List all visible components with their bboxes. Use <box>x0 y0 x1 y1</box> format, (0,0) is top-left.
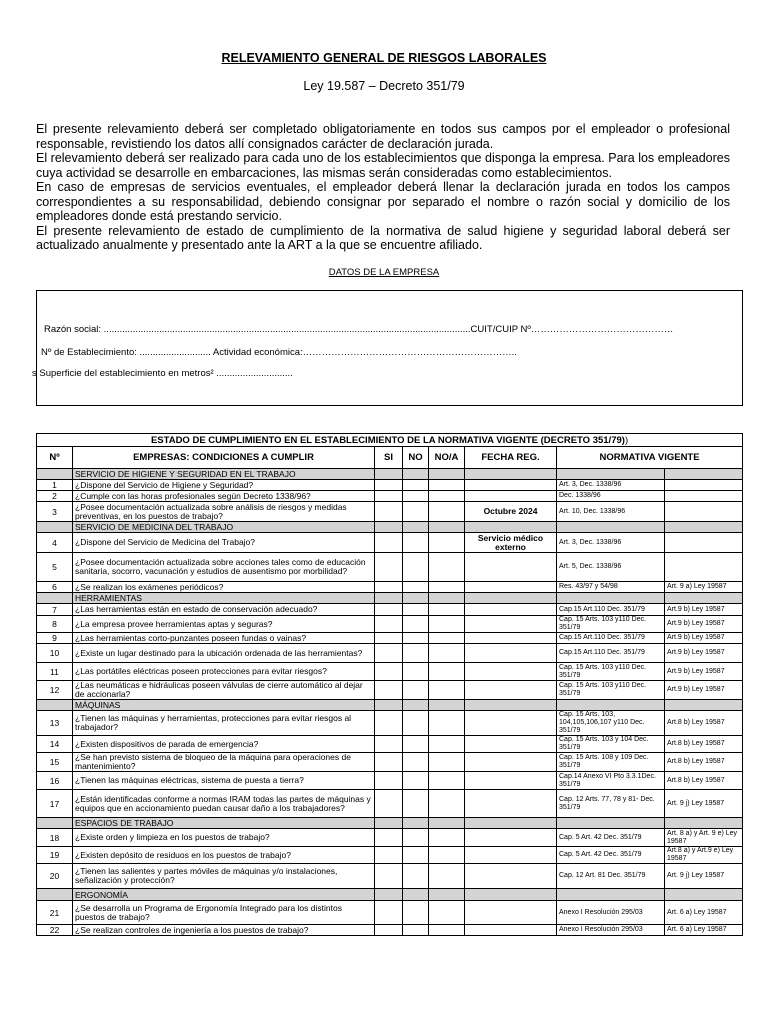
section-row <box>37 593 743 604</box>
noa-cell[interactable] <box>429 736 465 753</box>
normativa-ley: Art. 8 a) y Art. 9 e) Ley 19587 <box>665 829 743 847</box>
normativa-decreto: Cap.15 Art.110 Dec. 351/79 <box>557 633 665 644</box>
table-row <box>37 681 743 700</box>
fecha-cell[interactable] <box>465 711 557 736</box>
fecha-cell[interactable] <box>465 480 557 491</box>
noa-cell[interactable] <box>429 491 465 502</box>
normativa-ley: Art. 9 j) Ley 19587 <box>665 790 743 818</box>
section-cell <box>429 469 465 480</box>
no-cell[interactable] <box>403 604 429 616</box>
si-cell[interactable] <box>375 753 403 772</box>
no-cell[interactable] <box>403 533 429 553</box>
normativa-ley <box>665 533 743 553</box>
no-cell[interactable] <box>403 925 429 936</box>
fecha-cell[interactable] <box>465 553 557 582</box>
normativa-decreto: Cap.15 Art.110 Dec. 351/79 <box>557 644 665 663</box>
section-cell <box>557 889 665 901</box>
row-question: ¿Cumple con las horas profesionales según Decreto 1338/96? <box>73 491 375 502</box>
normativa-decreto: Cap. 12 Arts. 77, 78 y 81- Dec. 351/79 <box>557 790 665 818</box>
row-number: 5 <box>37 553 73 582</box>
normativa-decreto: Res. 43/97 y 54/98 <box>557 582 665 593</box>
row-number: 17 <box>37 790 73 818</box>
fecha-cell[interactable] <box>465 925 557 936</box>
noa-cell[interactable] <box>429 644 465 663</box>
fecha-cell[interactable] <box>465 616 557 633</box>
table-row <box>37 663 743 681</box>
fecha-cell[interactable] <box>465 644 557 663</box>
section-cell <box>429 700 465 711</box>
table-body <box>37 469 743 936</box>
section-cell <box>37 469 73 480</box>
section-cell <box>429 889 465 901</box>
section-row <box>37 700 743 711</box>
fecha-cell[interactable] <box>465 604 557 616</box>
table-row <box>37 616 743 633</box>
normativa-ley: Art.8 a) y Art.9 e) Ley 19587 <box>665 847 743 864</box>
section-cell <box>403 469 429 480</box>
intro-text <box>36 122 730 253</box>
section-row <box>37 469 743 480</box>
normativa-ley: Art. 9 a) Ley 19587 <box>665 582 743 593</box>
fecha-cell[interactable] <box>465 901 557 925</box>
noa-cell[interactable] <box>429 772 465 790</box>
normativa-ley: Art.8 b) Ley 19587 <box>665 711 743 736</box>
section-cell <box>557 593 665 604</box>
section-cell <box>375 818 403 829</box>
row-question: ¿Existen depósito de residuos en los puestos de trabajo? <box>73 847 375 864</box>
header-no: NO <box>403 447 429 469</box>
section-cell <box>375 593 403 604</box>
table-row <box>37 633 743 644</box>
table-title: ESTADO DE CUMPLIMIENTO EN EL ESTABLECIMIENTO DE LA NORMATIVA VIGENTE (DECRETO 351/79)) <box>37 434 743 447</box>
normativa-ley: Art.8 b) Ley 19587 <box>665 753 743 772</box>
si-cell[interactable] <box>375 663 403 681</box>
section-cell <box>665 818 743 829</box>
noa-cell[interactable] <box>429 582 465 593</box>
section-cell <box>465 818 557 829</box>
row-question: ¿Están identificadas conforme a normas IRAM todas las partes de máquinas y equipos que en accionamiento puedan causar daño a los trabajadores? <box>73 790 375 818</box>
normativa-decreto: Art. 3, Dec. 1338/96 <box>557 480 665 491</box>
row-number: 10 <box>37 644 73 663</box>
normativa-decreto: Cap. 12 Art. 81 Dec. 351/79 <box>557 864 665 889</box>
noa-cell[interactable] <box>429 502 465 522</box>
si-cell[interactable] <box>375 644 403 663</box>
no-cell[interactable] <box>403 772 429 790</box>
si-cell[interactable] <box>375 604 403 616</box>
normativa-decreto: Anexo I Resolución 295/03 <box>557 925 665 936</box>
no-cell[interactable] <box>403 553 429 582</box>
fecha-cell[interactable] <box>465 736 557 753</box>
no-cell[interactable] <box>403 753 429 772</box>
section-label: MÁQUINAS <box>73 700 375 711</box>
fecha-cell[interactable] <box>465 753 557 772</box>
section-label: SERVICIO DE MEDICINA DEL TRABAJO <box>73 522 375 533</box>
row-question: ¿Existe un lugar destinado para la ubicación ordenada de las herramientas? <box>73 644 375 663</box>
section-cell <box>557 469 665 480</box>
superficie-field[interactable]: s Superficie del establecimiento en metros² ............................. <box>32 368 293 379</box>
si-cell[interactable] <box>375 736 403 753</box>
section-cell <box>37 889 73 901</box>
noa-cell[interactable] <box>429 901 465 925</box>
table-row <box>37 604 743 616</box>
normativa-ley: Art.9 b) Ley 19587 <box>665 633 743 644</box>
row-question: ¿Dispone del Servicio de Medicina del Trabajo? <box>73 533 375 553</box>
document-subtitle: Ley 19.587 – Decreto 351/79 <box>303 79 465 93</box>
table-row <box>37 829 743 847</box>
normativa-decreto: Cap. 5 Art. 42 Dec. 351/79 <box>557 847 665 864</box>
header-condiciones: EMPRESAS: CONDICIONES A CUMPLIR <box>73 447 375 469</box>
row-question: ¿Posee documentación actualizada sobre análisis de riesgos y medidas preventivas, en los puestos de trabajo? <box>73 502 375 522</box>
no-cell[interactable] <box>403 502 429 522</box>
noa-cell[interactable] <box>429 663 465 681</box>
row-question: ¿Las portátiles eléctricas poseen protecciones para evitar riesgos? <box>73 663 375 681</box>
intro-paragraph: En caso de empresas de servicios eventuales, el empleador deberá llenar la declaración jurada en todos los campos correspondientes a su responsabilidad, debiendo consignar por separado el nombre o razón social y domicilio de los empleadores donde está prestando servicio. <box>36 180 730 223</box>
row-question: ¿Dispone del Servicio de Higiene y Seguridad? <box>73 480 375 491</box>
row-question: ¿Se realizan los exámenes periódicos? <box>73 582 375 593</box>
table-row <box>37 736 743 753</box>
row-number: 18 <box>37 829 73 847</box>
section-cell <box>465 593 557 604</box>
fecha-cell[interactable] <box>465 582 557 593</box>
table-row <box>37 480 743 491</box>
row-number: 21 <box>37 901 73 925</box>
no-cell[interactable] <box>403 711 429 736</box>
section-cell <box>429 593 465 604</box>
normativa-decreto: Art. 3, Dec. 1338/96 <box>557 533 665 553</box>
intro-paragraph: El relevamiento deberá ser realizado para cada uno de los establecimientos que disponga la empresa. Para los empleadores cuya actividad se desarrolle en embarcaciones, las mismas serán consideradas como establecimientos. <box>36 151 730 180</box>
section-cell <box>37 700 73 711</box>
row-number: 11 <box>37 663 73 681</box>
section-cell <box>557 818 665 829</box>
fecha-cell[interactable] <box>465 681 557 700</box>
table-row <box>37 901 743 925</box>
normativa-decreto: Cap.15 Art.110 Dec. 351/79 <box>557 604 665 616</box>
no-cell[interactable] <box>403 633 429 644</box>
no-cell[interactable] <box>403 790 429 818</box>
row-number: 13 <box>37 711 73 736</box>
row-question: ¿Las herramientas corto-punzantes poseen fundas o vainas? <box>73 633 375 644</box>
section-cell <box>665 700 743 711</box>
row-number: 4 <box>37 533 73 553</box>
section-cell <box>375 700 403 711</box>
section-row <box>37 522 743 533</box>
noa-cell[interactable] <box>429 925 465 936</box>
normativa-decreto: Dec. 1338/96 <box>557 491 665 502</box>
noa-cell[interactable] <box>429 480 465 491</box>
si-cell[interactable] <box>375 681 403 700</box>
si-cell[interactable] <box>375 502 403 522</box>
section-row <box>37 889 743 901</box>
table-row <box>37 925 743 936</box>
row-question: ¿Las neumáticas e hidráulicas poseen válvulas de cierre automático al dejar de accionarla? <box>73 681 375 700</box>
row-question: ¿Las herramientas están en estado de conservación adecuado? <box>73 604 375 616</box>
table-row <box>37 582 743 593</box>
noa-cell[interactable] <box>429 616 465 633</box>
section-cell <box>37 593 73 604</box>
row-question: ¿Posee documentación actualizada sobre acciones tales como de educación sanitaria, socorro, vacunación y estudios de ausentismo por morbilidad? <box>73 553 375 582</box>
no-cell[interactable] <box>403 864 429 889</box>
section-label: SERVICIO DE HIGIENE Y SEGURIDAD EN EL TRABAJO <box>73 469 375 480</box>
noa-cell[interactable] <box>429 790 465 818</box>
section-row <box>37 818 743 829</box>
section-cell <box>375 889 403 901</box>
section-cell <box>665 889 743 901</box>
row-question: ¿Existen dispositivos de parada de emergencia? <box>73 736 375 753</box>
row-number: 16 <box>37 772 73 790</box>
normativa-decreto: Art. 10, Dec. 1338/96 <box>557 502 665 522</box>
noa-cell[interactable] <box>429 864 465 889</box>
row-number: 7 <box>37 604 73 616</box>
no-cell[interactable] <box>403 829 429 847</box>
section-cell <box>375 522 403 533</box>
header-fecha: FECHA REG. <box>465 447 557 469</box>
normativa-decreto: Cap. 15 Arts. 108 y 109 Dec. 351/79 <box>557 753 665 772</box>
normativa-ley <box>665 491 743 502</box>
fecha-cell[interactable] <box>465 663 557 681</box>
normativa-ley: Art. 6 a) Ley 19587 <box>665 925 743 936</box>
row-number: 22 <box>37 925 73 936</box>
normativa-ley: Art. 9 j) Ley 19587 <box>665 864 743 889</box>
table-row <box>37 711 743 736</box>
section-cell <box>465 522 557 533</box>
section-cell <box>37 818 73 829</box>
section-label: ESPACIOS DE TRABAJO <box>73 818 375 829</box>
normativa-ley: Art. 6 a) Ley 19587 <box>665 901 743 925</box>
document-title: RELEVAMIENTO GENERAL DE RIESGOS LABORALES <box>221 51 547 65</box>
no-cell[interactable] <box>403 847 429 864</box>
table-row <box>37 533 743 553</box>
normativa-decreto: Cap. 5 Art. 42 Dec. 351/79 <box>557 829 665 847</box>
table-row <box>37 553 743 582</box>
row-question: ¿Se desarrolla un Programa de Ergonomía Integrado para los distintos puestos de trabajo? <box>73 901 375 925</box>
si-cell[interactable] <box>375 553 403 582</box>
normativa-decreto: Art. 5, Dec. 1338/96 <box>557 553 665 582</box>
row-number: 15 <box>37 753 73 772</box>
no-cell[interactable] <box>403 644 429 663</box>
table-row <box>37 644 743 663</box>
section-cell <box>403 593 429 604</box>
no-cell[interactable] <box>403 480 429 491</box>
normativa-ley: Art.9 b) Ley 19587 <box>665 681 743 700</box>
normativa-decreto: Cap.14 Anexo VI Pto 3.3.1Dec. 351/79 <box>557 772 665 790</box>
si-cell[interactable] <box>375 901 403 925</box>
fecha-cell[interactable] <box>465 864 557 889</box>
si-cell[interactable] <box>375 582 403 593</box>
normativa-ley: Art.9 b) Ley 19587 <box>665 644 743 663</box>
fecha-cell[interactable] <box>465 772 557 790</box>
establecimiento-field[interactable]: Nº de Establecimiento: ........................... Actividad económica:………………………………………………………….. <box>41 347 517 358</box>
row-question: ¿Tienen las máquinas y herramientas, protecciones para evitar riesgos al trabajador? <box>73 711 375 736</box>
section-cell <box>665 469 743 480</box>
header-normativa: NORMATIVA VIGENTE <box>557 447 743 469</box>
section-cell <box>403 700 429 711</box>
row-number: 8 <box>37 616 73 633</box>
si-cell[interactable] <box>375 772 403 790</box>
header-noa: NO/A <box>429 447 465 469</box>
section-cell <box>429 818 465 829</box>
compliance-table <box>36 433 743 936</box>
section-cell <box>403 889 429 901</box>
normativa-decreto: Cap. 15 Arts. 103 y110 Dec. 351/79 <box>557 616 665 633</box>
no-cell[interactable] <box>403 582 429 593</box>
si-cell[interactable] <box>375 616 403 633</box>
row-number: 1 <box>37 480 73 491</box>
fecha-cell[interactable] <box>465 847 557 864</box>
section-cell <box>557 522 665 533</box>
normativa-ley <box>665 502 743 522</box>
row-question: ¿Se han previsto sistema de bloqueo de la máquina para operaciones de mantenimiento? <box>73 753 375 772</box>
row-number: 14 <box>37 736 73 753</box>
normativa-ley: Art.9 b) Ley 19587 <box>665 616 743 633</box>
no-cell[interactable] <box>403 616 429 633</box>
noa-cell[interactable] <box>429 604 465 616</box>
normativa-ley <box>665 480 743 491</box>
razon-social-field[interactable]: Razón social: ...........................................................................................................................................CUIT/CUIP Nº……………………………………… <box>44 324 674 335</box>
section-cell <box>465 469 557 480</box>
noa-cell[interactable] <box>429 829 465 847</box>
si-cell[interactable] <box>375 864 403 889</box>
section-cell <box>403 522 429 533</box>
fecha-cell[interactable] <box>465 829 557 847</box>
table-row <box>37 753 743 772</box>
si-cell[interactable] <box>375 847 403 864</box>
table-row <box>37 772 743 790</box>
section-cell <box>37 522 73 533</box>
section-label: ERGONOMÍA <box>73 889 375 901</box>
table-row <box>37 864 743 889</box>
no-cell[interactable] <box>403 901 429 925</box>
si-cell[interactable] <box>375 480 403 491</box>
normativa-decreto: Anexo I Resolución 295/03 <box>557 901 665 925</box>
noa-cell[interactable] <box>429 633 465 644</box>
normativa-decreto: Cap. 15 Arts. 103 y110 Dec. 351/79 <box>557 681 665 700</box>
section-cell <box>465 889 557 901</box>
fecha-cell[interactable] <box>465 633 557 644</box>
si-cell[interactable] <box>375 925 403 936</box>
noa-cell[interactable] <box>429 711 465 736</box>
table-row <box>37 502 743 522</box>
normativa-decreto: Cap. 15 Arts. 103 y110 Dec. 351/79 <box>557 663 665 681</box>
table-row <box>37 790 743 818</box>
row-number: 6 <box>37 582 73 593</box>
si-cell[interactable] <box>375 829 403 847</box>
intro-paragraph: El presente relevamiento de estado de cumplimiento de la normativa de salud higiene y seguridad laboral deberá ser actualizado anualmente y presentado ante la ART a la que se encuentre afiliado. <box>36 223 730 252</box>
header-si: SI <box>375 447 403 469</box>
row-number: 20 <box>37 864 73 889</box>
si-cell[interactable] <box>375 491 403 502</box>
section-cell <box>403 818 429 829</box>
noa-cell[interactable] <box>429 553 465 582</box>
section-cell <box>665 522 743 533</box>
si-cell[interactable] <box>375 711 403 736</box>
normativa-ley: Art.8 b) Ley 19587 <box>665 736 743 753</box>
table-row <box>37 847 743 864</box>
section-cell <box>665 593 743 604</box>
normativa-ley: Art.9 b) Ley 19587 <box>665 663 743 681</box>
section-cell <box>557 700 665 711</box>
company-data-box <box>32 290 743 406</box>
section-cell <box>375 469 403 480</box>
row-number: 9 <box>37 633 73 644</box>
header-num: Nº <box>37 447 73 469</box>
row-number: 19 <box>37 847 73 864</box>
noa-cell[interactable] <box>429 681 465 700</box>
noa-cell[interactable] <box>429 753 465 772</box>
row-number: 12 <box>37 681 73 700</box>
section-cell <box>429 522 465 533</box>
no-cell[interactable] <box>403 663 429 681</box>
table-row <box>37 491 743 502</box>
fecha-cell[interactable] <box>465 491 557 502</box>
row-question: ¿Tienen las máquinas eléctricas, sistema de puesta a tierra? <box>73 772 375 790</box>
no-cell[interactable] <box>403 736 429 753</box>
row-number: 2 <box>37 491 73 502</box>
row-number: 3 <box>37 502 73 522</box>
section-cell <box>465 700 557 711</box>
row-question: ¿Se realizan controles de ingeniería a los puestos de trabajo? <box>73 925 375 936</box>
fecha-cell[interactable]: Servicio médico externo <box>465 533 557 553</box>
intro-paragraph: El presente relevamiento deberá ser completado obligatoriamente en todos sus campos por el empleador o profesional responsable, revistiendo los datos allí consignados carácter de declaración jurada. <box>36 122 730 151</box>
normativa-decreto: Cap. 15 Arts. 103 y 104 Dec. 351/79 <box>557 736 665 753</box>
fecha-cell[interactable] <box>465 790 557 818</box>
si-cell[interactable] <box>375 633 403 644</box>
row-question: ¿Existe orden y limpieza en los puestos de trabajo? <box>73 829 375 847</box>
normativa-ley: Art.8 b) Ley 19587 <box>665 772 743 790</box>
fecha-cell[interactable]: Octubre 2024 <box>465 502 557 522</box>
section-label: HERRAMIENTAS <box>73 593 375 604</box>
row-question: ¿Tienen las salientes y partes móviles de máquinas y/o instalaciones, señalización y protección? <box>73 864 375 889</box>
si-cell[interactable] <box>375 790 403 818</box>
no-cell[interactable] <box>403 491 429 502</box>
noa-cell[interactable] <box>429 533 465 553</box>
normativa-ley: Art.9 b) Ley 19587 <box>665 604 743 616</box>
noa-cell[interactable] <box>429 847 465 864</box>
normativa-decreto: Cap. 15 Arts. 103, 104,105,106,107 y110 Dec. 351/79 <box>557 711 665 736</box>
row-question: ¿La empresa provee herramientas aptas y seguras? <box>73 616 375 633</box>
no-cell[interactable] <box>403 681 429 700</box>
company-data-heading: DATOS DE LA EMPRESA <box>328 267 440 278</box>
normativa-ley <box>665 553 743 582</box>
si-cell[interactable] <box>375 533 403 553</box>
